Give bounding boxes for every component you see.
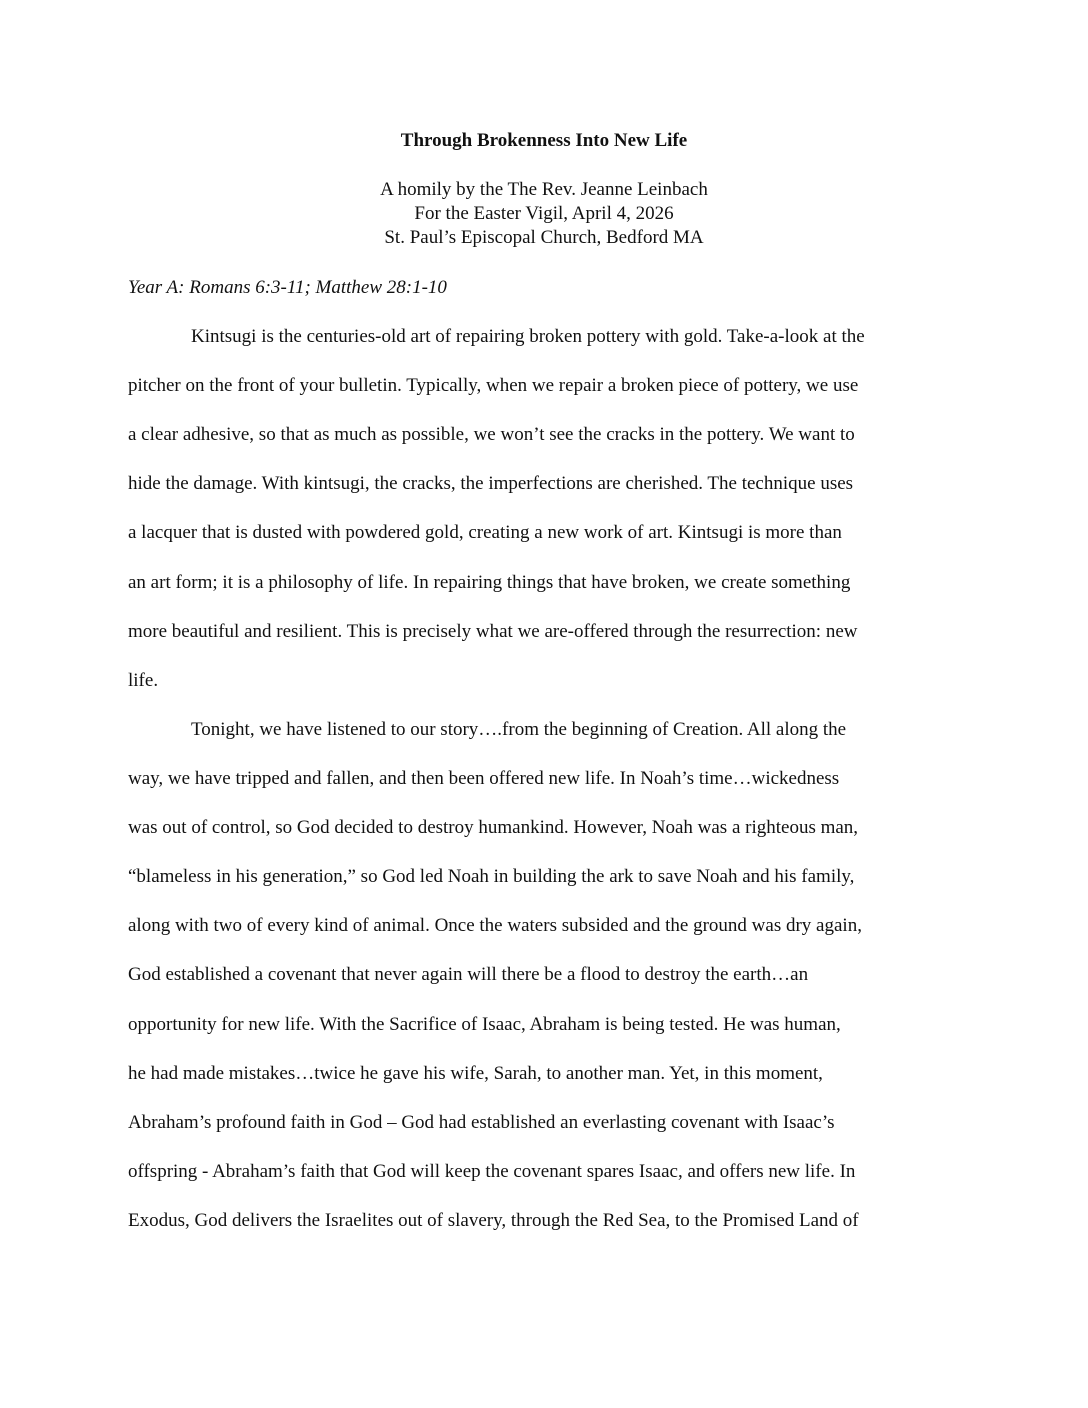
subtitle-location: St. Paul’s Episcopal Church, Bedford MA — [384, 227, 704, 248]
body-line: Kintsugi is the centuries-old art of repairing broken pottery with gold. Take-a-look at the — [191, 326, 865, 347]
body-line: way, we have tripped and fallen, and then been offered new life. In Noah’s time…wickedness — [128, 768, 840, 789]
body-line: hide the damage. With kintsugi, the cracks, the imperfections are cherished. The technique uses — [128, 473, 854, 494]
body-line: a clear adhesive, so that as much as possible, we won’t see the cracks in the pottery. We want to — [128, 424, 855, 445]
body-line: God established a covenant that never again will there be a flood to destroy the earth…an — [128, 964, 809, 985]
scripture-readings: Year A: Romans 6:3-11; Matthew 28:1-10 — [128, 277, 447, 298]
body-line: more beautiful and resilient. This is precisely what we are-offered through the resurrection: new — [128, 621, 858, 642]
body-line: opportunity for new life. With the Sacrifice of Isaac, Abraham is being tested. He was human, — [128, 1014, 841, 1035]
body-line: along with two of every kind of animal. Once the waters subsided and the ground was dry again, — [128, 915, 862, 936]
body-line: offspring - Abraham’s faith that God will keep the covenant spares Isaac, and offers new life. In — [128, 1161, 856, 1182]
body-line: was out of control, so God decided to destroy humankind. However, Noah was a righteous man, — [128, 817, 859, 838]
body-line: an art form; it is a philosophy of life. In repairing things that have broken, we create something — [128, 572, 851, 593]
body-line: Abraham’s profound faith in God – God had established an everlasting covenant with Isaac’s — [128, 1112, 835, 1133]
body-line: he had made mistakes…twice he gave his wife, Sarah, to another man. Yet, in this moment, — [128, 1063, 823, 1084]
document-title: Through Brokenness Into New Life — [400, 130, 688, 151]
body-line: “blameless in his generation,” so God led Noah in building the ark to save Noah and his family, — [128, 866, 855, 887]
body-line: Exodus, God delivers the Israelites out of slavery, through the Red Sea, to the Promised Land of — [128, 1210, 859, 1231]
subtitle-occasion: For the Easter Vigil, April 4, 2026 — [414, 203, 674, 224]
body-line: life. — [128, 670, 159, 691]
body-line: Tonight, we have listened to our story….from the beginning of Creation. All along the — [191, 719, 847, 740]
subtitle-author: A homily by the The Rev. Jeanne Leinbach — [380, 179, 708, 200]
homily-subtitle — [0, 178, 1088, 250]
body-line: a lacquer that is dusted with powdered gold, creating a new work of art. Kintsugi is more than — [128, 522, 842, 543]
body-line: pitcher on the front of your bulletin. Typically, when we repair a broken piece of pottery, we use — [128, 375, 859, 396]
